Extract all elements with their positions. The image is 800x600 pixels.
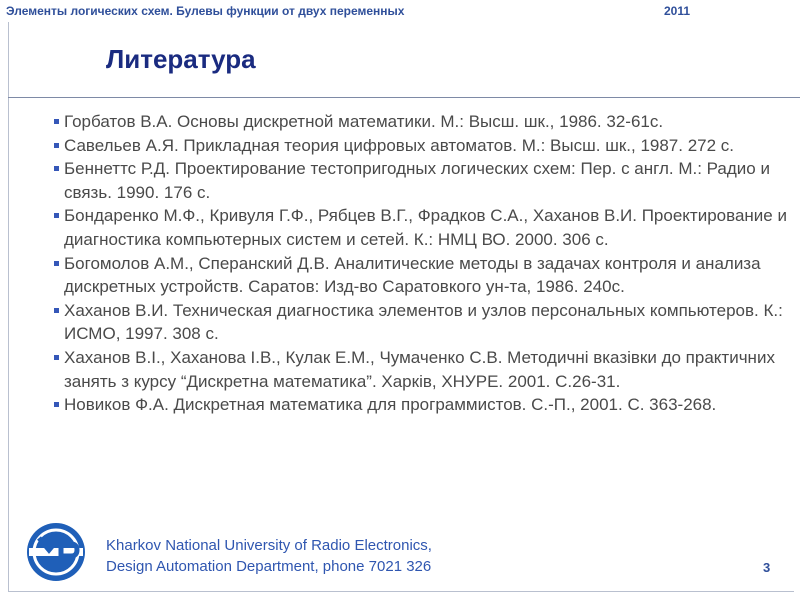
reference-text: Горбатов В.А. Основы дискретной математики. М.: Высш. шк., 1986. 32-61с.: [64, 112, 664, 131]
bullet-icon: [54, 308, 59, 313]
university-logo-icon: [21, 520, 91, 584]
page-number: 3: [763, 560, 771, 575]
list-item: [52, 134, 792, 158]
title-divider: [8, 97, 800, 98]
bullet-icon: [54, 166, 59, 171]
bullet-icon: [54, 213, 59, 218]
list-item: [52, 110, 792, 134]
bullet-icon: [54, 119, 59, 124]
footer-university: Kharkov National University of Radio Electronics,: [106, 537, 432, 554]
bullet-icon: [54, 261, 59, 266]
reference-text: Беннеттс Р.Д. Проектирование тестопригодных логических схем: Пер. с англ. М.: Радио и связь. 1990. 176 с.: [64, 159, 770, 202]
list-item: [52, 204, 792, 251]
reference-text: Хаханов В.І., Хаханова І.В., Кулак Е.М., Чумаченко С.В. Методичні вказівки до практичних занять з курсу “Дискретна математика”. Харків, ХНУРЕ. 2001. С.26-31.: [64, 347, 775, 391]
reference-text: Савельев А.Я. Прикладная теория цифровых автоматов. М.: Высш. шк., 1987. 272 с.: [64, 135, 735, 155]
bullet-icon: [54, 402, 59, 407]
list-item: [52, 157, 792, 204]
page-title: Литература: [106, 44, 256, 74]
bullet-icon: [54, 143, 59, 148]
reference-text: Новиков Ф.А. Дискретная математика для программистов. С.-П., 2001. С. 363-268.: [64, 395, 717, 415]
list-item: [52, 346, 792, 393]
footer-department: Design Automation Department, phone 7021 326: [106, 558, 432, 575]
slide-header: [0, 0, 800, 22]
bullet-icon: [54, 355, 59, 360]
list-item: [52, 393, 792, 417]
list-item: [52, 299, 792, 346]
reference-text: Хаханов В.И. Техническая диагностика элементов и узлов персональных компьютеров. К.: ИСМО, 1997. 308 с.: [64, 300, 783, 344]
reference-text: Бондаренко М.Ф., Кривуля Г.Ф., Рябцев В.Г., Фрадков С.А., Хаханов В.И. Проектирование и диагностика компьютерных систем и сетей. К.: НМЦ ВО. 2000. 306 с.: [64, 206, 787, 249]
list-item: [52, 252, 792, 299]
reference-text: Богомолов А.М., Сперанский Д.В. Аналитические методы в задачах контроля и анализа дискретных устройств. Саратов: Изд-во Саратовкого ун-та, 1986. 240с.: [64, 253, 761, 297]
header-year: 2011: [664, 4, 691, 18]
header-title: Элементы логических схем. Булевы функции от двух переменных: [6, 4, 405, 18]
reference-list: [52, 110, 792, 417]
